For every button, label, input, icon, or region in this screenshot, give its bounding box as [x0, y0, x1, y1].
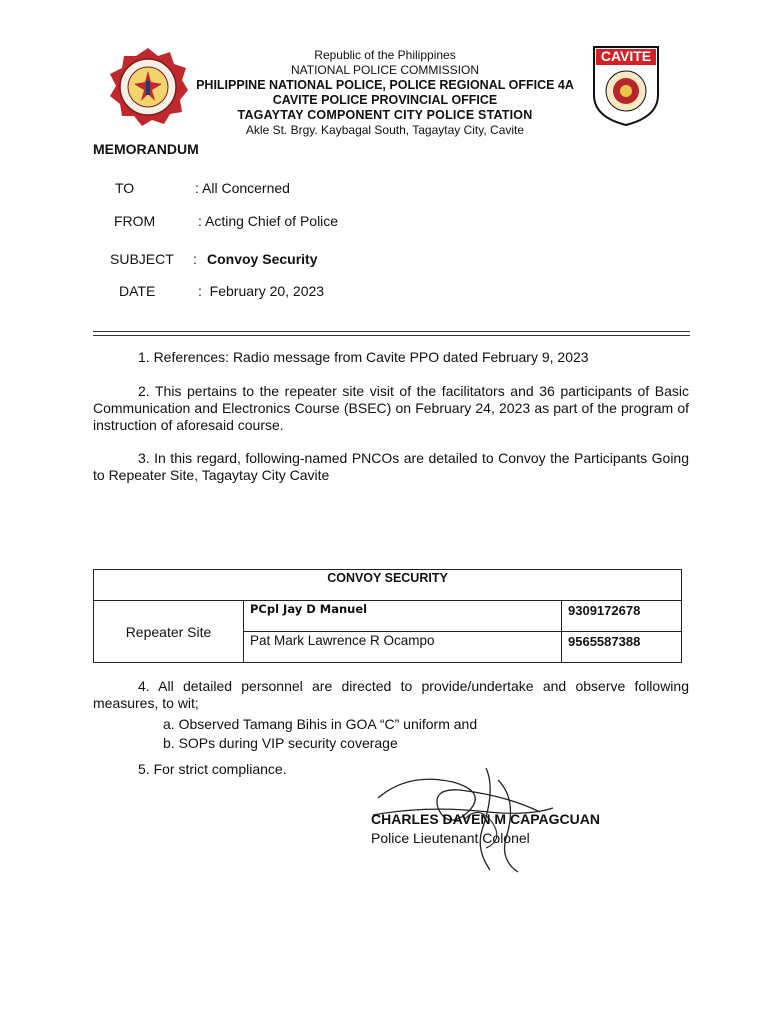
- paragraph-1: 1. References: Radio message from Cavite PPO dated February 9, 2023: [138, 349, 589, 365]
- header-napolcom: NATIONAL POLICE COMMISSION: [290, 63, 480, 77]
- divider-bottom: [93, 335, 690, 336]
- convoy-table-title: CONVOY SECURITY: [94, 570, 682, 601]
- header-pnp-region: PHILIPPINE NATIONAL POLICE, POLICE REGIONAL OFFICE 4A: [196, 78, 574, 92]
- cavite-badge-label: CAVITE: [600, 48, 652, 64]
- header-republic: Republic of the Philippines: [314, 48, 456, 62]
- paragraph-3: 3. In this regard, following-named PNCOs are detailed to Convoy the Participants Going to Repeater Site, Tagaytay City Cavite: [93, 450, 689, 483]
- header-address: Akle St. Brgy. Kaybagal South, Tagaytay City, Cavite: [245, 123, 525, 137]
- date-label: DATE: [119, 283, 156, 299]
- divider-top: [93, 331, 690, 332]
- signatory-name: CHARLES DAVEN M CAPAGCUAN: [371, 811, 600, 827]
- paragraph-5: 5. For strict compliance.: [138, 761, 287, 777]
- paragraph-4b: b. SOPs during VIP security coverage: [163, 735, 398, 751]
- paragraph-4: 4. All detailed personnel are directed to provide/undertake and observe following measures, to wit;: [93, 678, 689, 711]
- memo-title: MEMORANDUM: [93, 141, 199, 157]
- personnel-name-1: PCpl Jay D Manuel: [244, 601, 562, 632]
- from-label: FROM: [114, 213, 156, 229]
- paragraph-2: 2. This pertains to the repeater site visit of the facilitators and 36 participants of Basic Communication and Electronics Course (BSEC) on February 24, 2023 as part of the program of instruction of aforesaid course.: [93, 383, 689, 433]
- pnp-seal-icon: [108, 46, 188, 128]
- letterhead: [190, 48, 580, 138]
- to-value: : All Concerned: [195, 180, 290, 196]
- paragraph-4a: a. Observed Tamang Bihis in GOA “C” uniform and: [163, 716, 478, 732]
- subject-value: Convoy Security: [207, 251, 318, 267]
- subject-label: SUBJECT: [110, 251, 174, 267]
- header-station: TAGAYTAY COMPONENT CITY POLICE STATION: [237, 108, 533, 122]
- subject-separator: :: [193, 251, 197, 267]
- signatory-rank: Police Lieutenant Colonel: [371, 830, 530, 846]
- personnel-number-2: 9565587388: [562, 632, 682, 663]
- convoy-table: [93, 569, 682, 663]
- pnp-seal-logo: [108, 46, 188, 128]
- personnel-number-1: 9309172678: [562, 601, 682, 632]
- personnel-name-2: Pat Mark Lawrence R Ocampo: [244, 632, 562, 663]
- header-provincial-office: CAVITE POLICE PROVINCIAL OFFICE: [272, 93, 498, 107]
- to-label: TO: [115, 180, 135, 196]
- location-cell: Repeater Site: [94, 601, 244, 663]
- date-value: : February 20, 2023: [198, 283, 325, 299]
- from-value: : Acting Chief of Police: [198, 213, 339, 229]
